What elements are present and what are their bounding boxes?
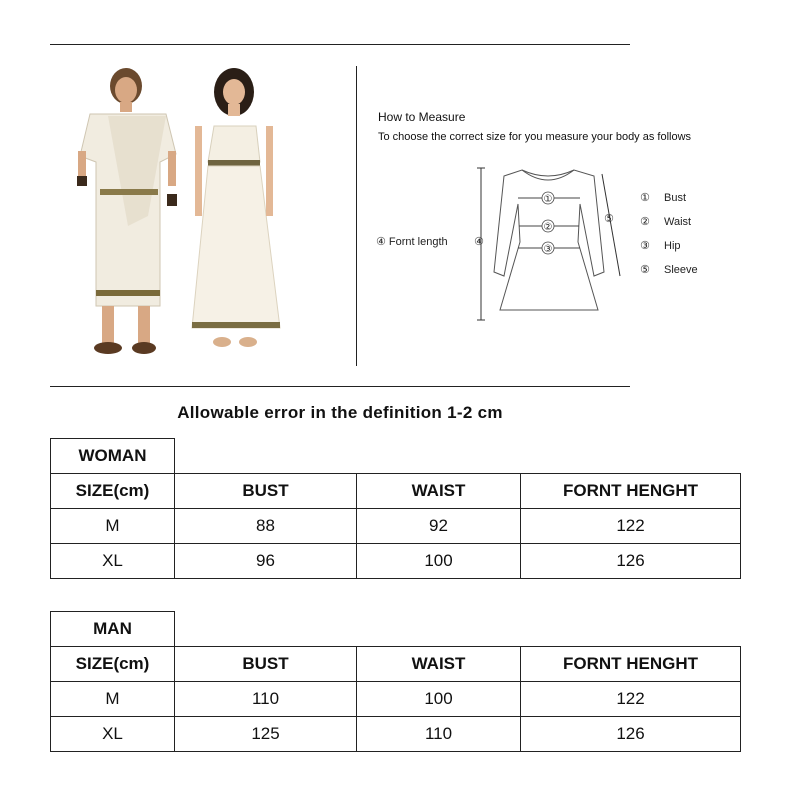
size-cell: XL: [51, 717, 175, 752]
table-title-row: [51, 439, 741, 474]
legend-sleeve-num: ⑤: [640, 264, 650, 276]
woman-model-figure: [192, 68, 280, 347]
waist-cell: 100: [357, 544, 521, 579]
vertical-divider: [356, 66, 357, 366]
table-row: [51, 544, 741, 579]
legend-bust-num: ①: [640, 192, 650, 204]
woman-table-title: WOMAN: [51, 439, 175, 474]
legend-hip-label: Hip: [664, 240, 681, 252]
column-header: FORNT HENGHT: [521, 647, 741, 682]
man-model-figure: [77, 68, 177, 354]
how-to-measure-title: How to Measure: [378, 110, 466, 124]
front-length-mark: ④: [474, 236, 484, 248]
waist-cell: 92: [357, 509, 521, 544]
legend-waist-num: ②: [640, 216, 650, 228]
top-divider: [50, 44, 630, 45]
waist-point-mark: ②: [543, 222, 553, 233]
sleeve-mark: ⑤: [604, 213, 614, 225]
waist-cell: 100: [357, 682, 521, 717]
bust-cell: 88: [175, 509, 357, 544]
waist-cell: 110: [357, 717, 521, 752]
middle-divider: [50, 386, 630, 387]
front-height-cell: 122: [521, 509, 741, 544]
table-title-row: [51, 612, 741, 647]
allowable-error-note: Allowable error in the definition 1-2 cm: [177, 403, 503, 422]
dress-outline-icon: [494, 170, 604, 310]
woman-size-table: [50, 438, 741, 579]
bust-point-mark: ①: [543, 194, 553, 205]
how-to-measure-instructions: To choose the correct size for you measure your body as follows: [378, 131, 692, 143]
column-header: WAIST: [357, 474, 521, 509]
table-header-row: [51, 474, 741, 509]
measurement-diagram: [372, 160, 792, 330]
table-row: [51, 682, 741, 717]
front-height-cell: 126: [521, 544, 741, 579]
column-header: BUST: [175, 647, 357, 682]
front-length-label: ④ Fornt length: [376, 236, 448, 248]
sleeve-arrow: [602, 174, 620, 276]
bust-cell: 96: [175, 544, 357, 579]
legend-sleeve-label: Sleeve: [664, 264, 698, 276]
table-row: [51, 509, 741, 544]
bust-cell: 125: [175, 717, 357, 752]
table-row: [51, 717, 741, 752]
bust-cell: 110: [175, 682, 357, 717]
size-cell: XL: [51, 544, 175, 579]
column-header: SIZE(cm): [51, 647, 175, 682]
column-header: SIZE(cm): [51, 474, 175, 509]
size-cell: M: [51, 682, 175, 717]
column-header: WAIST: [357, 647, 521, 682]
legend-bust-label: Bust: [664, 192, 687, 204]
legend-waist-label: Waist: [664, 216, 692, 228]
column-header: BUST: [175, 474, 357, 509]
man-table-title: MAN: [51, 612, 175, 647]
front-height-cell: 126: [521, 717, 741, 752]
table-header-row: [51, 647, 741, 682]
hip-point-mark: ③: [543, 244, 553, 255]
man-size-table: [50, 611, 741, 752]
legend-hip-num: ③: [640, 240, 650, 252]
costume-models-image: [68, 66, 308, 366]
size-cell: M: [51, 509, 175, 544]
front-height-cell: 122: [521, 682, 741, 717]
column-header: FORNT HENGHT: [521, 474, 741, 509]
